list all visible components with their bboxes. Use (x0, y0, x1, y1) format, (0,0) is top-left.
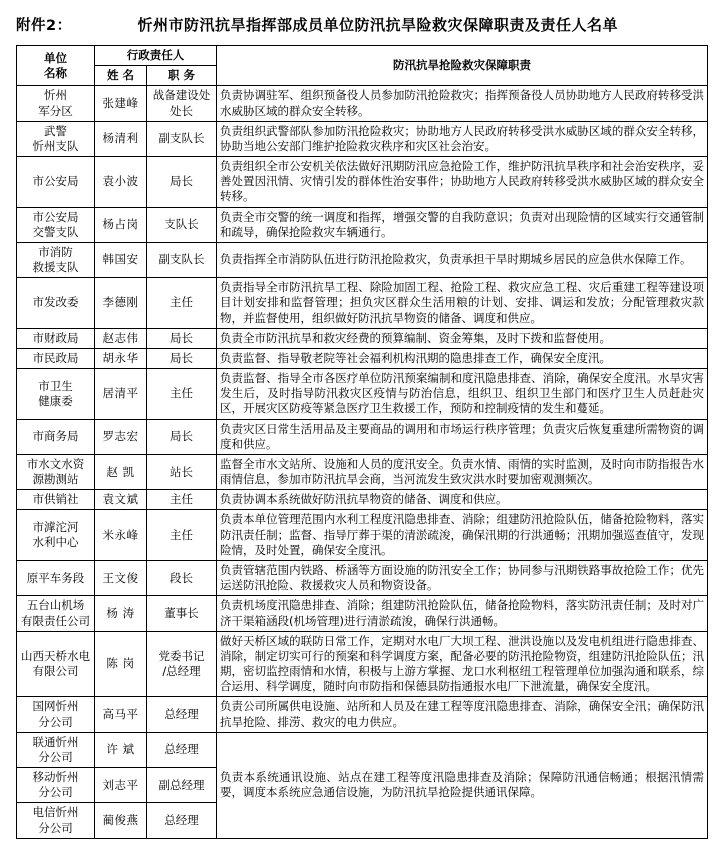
cell-duty-description: 负责公司所属供电设施、站所和人员及在建工程等度汛隐患排查、消除，确保安全汛；确保防汛抗旱抢险、排涝、救灾的电力供应。 (217, 697, 708, 732)
cell-person-name: 胡永华 (95, 348, 147, 368)
cell-unit-name: 原平车务段 (17, 560, 95, 595)
cell-person-post: 主任 (147, 510, 217, 561)
cell-unit-name: 武警 忻州支队 (17, 121, 95, 156)
cell-person-name: 蔺俊燕 (95, 803, 147, 838)
cell-duty-description: 负责监督、指导敬老院等社会福利机构汛期的隐患排查工作，确保安全度汛。 (217, 348, 708, 368)
table-row (17, 631, 708, 697)
cell-unit-name: 忻州 军分区 (17, 86, 95, 121)
cell-person-name: 罗志宏 (95, 419, 147, 454)
table-row (17, 86, 708, 121)
cell-unit-name: 市发改委 (17, 278, 95, 329)
column-header-unit-line2: 名称 (44, 65, 67, 80)
cell-duty-description: 负责机场度汛隐患排查、消除；组建防汛抢险队伍，储备抢险物料，落实防汛责任制；及时对广济干渠箱涵段(机场管理)进行清淤疏浚，确保行洪通畅。 (217, 596, 708, 631)
cell-person-name: 李德刚 (95, 278, 147, 329)
column-header-person-group: 行政责任人 (95, 46, 217, 66)
cell-unit-name: 电信忻州 分公司 (17, 803, 95, 838)
cell-person-name: 赵志伟 (95, 328, 147, 348)
cell-person-post: 支队长 (147, 207, 217, 242)
cell-unit-name: 市滹沱河 水利中心 (17, 510, 95, 561)
cell-duty-description: 负责组织全市公安机关依法做好汛期防汛应急抢险工作，维护防汛抗旱秩序和社会治安秩序，妥善处置因汛情、灾情引发的群体性治安事件；协助地方人民政府转移受洪水威胁区域的群众安全转移。 (217, 157, 708, 208)
cell-person-name: 刘志平 (95, 768, 147, 803)
cell-person-post: 总经理 (147, 697, 217, 732)
cell-unit-name: 市水文水资 源勘测站 (17, 454, 95, 489)
cell-duty-description: 负责指挥全市消防队伍进行防汛抢险救灾，负责承担干旱时期城乡居民的应急供水保障工作。 (217, 242, 708, 277)
cell-duty-description: 负责灾区日常生活用品及主要商品的调用和市场运行秩序管理；负责灾后恢复重建所需物资的调度和供应。 (217, 419, 708, 454)
cell-person-name: 韩国安 (95, 242, 147, 277)
column-header-unit-line1: 单位 (44, 50, 67, 65)
table-row (17, 596, 708, 631)
column-header-unit (17, 46, 95, 86)
table-row (17, 697, 708, 732)
cell-person-name: 赵 凯 (95, 454, 147, 489)
cell-person-name: 陈 岗 (95, 631, 147, 697)
table-row (17, 510, 708, 561)
table-row (17, 490, 708, 510)
cell-person-name: 米永峰 (95, 510, 147, 561)
cell-duty-description: 负责监督、指导全市各医疗单位防汛预案编制和度汛隐患排查、消除，确保安全度汛。水旱灾害发生后，及时指导防汛救灾区疫情与防治信息，组织卫、组织卫生部门和医疗卫生人员赶赴灾区，开展灾区防疫等紧急医疗卫生救援工作，预防和控制疫情的发生和蔓延。 (217, 369, 708, 420)
attachment-label: 附件2： (16, 18, 72, 34)
cell-unit-name: 移动忻州 分公司 (17, 768, 95, 803)
cell-person-name: 袁文斌 (95, 490, 147, 510)
cell-person-post: 总经理 (147, 803, 217, 838)
column-header-post: 职 务 (147, 66, 217, 86)
cell-unit-name: 市供销社 (17, 490, 95, 510)
cell-unit-name: 市公安局 (17, 157, 95, 208)
table-header (17, 46, 708, 86)
table-row (17, 419, 708, 454)
cell-person-post: 局长 (147, 348, 217, 368)
cell-person-name: 杨占岗 (95, 207, 147, 242)
cell-duty-description: 负责指导全市防汛抗旱工程、除险加固工程、抢险工程、救灾应急工程、灾后重建工程等建设项目计划安排和监督管理；担负灾区群众生活用粮的计划、安排、调运和发放；分配管理救灾款物，并监督使用，组织做好防汛抗旱物资的储备、调度和供应。 (217, 278, 708, 329)
cell-unit-name: 市财政局 (17, 328, 95, 348)
cell-unit-name: 市卫生 健康委 (17, 369, 95, 420)
table-row (17, 278, 708, 329)
table-row (17, 207, 708, 242)
cell-person-post: 局长 (147, 419, 217, 454)
cell-person-post: 党委书记 /总经理 (147, 631, 217, 697)
cell-unit-name: 五台山机场 有限责任公司 (17, 596, 95, 631)
cell-person-post: 战备建设处 处长 (147, 86, 217, 121)
cell-person-post: 站长 (147, 454, 217, 489)
cell-unit-name: 山西天桥水电 有限公司 (17, 631, 95, 697)
column-header-duty: 防汛抗旱抢险救灾保障职责 (217, 46, 708, 86)
cell-duty-description: 负责全市防汛抗旱和救灾经费的预算编制、资金筹集，及时下拨和监督使用。 (217, 328, 708, 348)
cell-person-post: 主任 (147, 490, 217, 510)
table-row (17, 242, 708, 277)
cell-unit-name: 国网忻州 分公司 (17, 697, 95, 732)
cell-person-post: 局长 (147, 328, 217, 348)
cell-duty-description: 负责本系统通讯设施、站点在建工程等度汛隐患排查及消除；保障防汛通信畅通；根据汛情需要，调度本系统应急通信设施，为防汛抗旱抢险提供通讯保障。 (217, 732, 708, 838)
table-row (17, 157, 708, 208)
table-row (17, 732, 708, 767)
document-header (16, 14, 708, 35)
cell-duty-description: 负责协调本系统做好防汛抗旱物资的储备、调度和供应。 (217, 490, 708, 510)
table-row (17, 454, 708, 489)
cell-duty-description: 负责全市交警的统一调度和指挥，增强交警的自我防意识；负责对出现险情的区域实行交通管制和疏导，确保抢险救灾车辆通行。 (217, 207, 708, 242)
cell-duty-description: 负责管辖范围内铁路、桥涵等方面设施的防汛安全工作；协同参与汛期铁路事故抢险工作；优先运送防汛抢险、救援救灾人员和物资设备。 (217, 560, 708, 595)
cell-unit-name: 市商务局 (17, 419, 95, 454)
cell-unit-name: 市消防 救援支队 (17, 242, 95, 277)
table-row (17, 560, 708, 595)
cell-person-post: 段长 (147, 560, 217, 595)
table-header-row-1 (17, 46, 708, 66)
cell-person-name: 张建峰 (95, 86, 147, 121)
table-body (17, 86, 708, 838)
cell-person-post: 主任 (147, 278, 217, 329)
table-row (17, 369, 708, 420)
cell-person-post: 副支队长 (147, 242, 217, 277)
cell-person-post: 局长 (147, 157, 217, 208)
cell-person-post: 副总经理 (147, 768, 217, 803)
cell-person-post: 主任 (147, 369, 217, 420)
cell-duty-description: 负责本单位管理范围内水利工程度汛隐患排查、消除；组建防汛抢险队伍，储备抢险物料，落实防汛责任制；监督、指导厅葬于渠的清淤疏浚，确保汛期的行洪通畅；汛期加强巡查值守，发现险情，及时处置，确保安全度汛。 (217, 510, 708, 561)
page-title: 忻州市防汛抗旱指挥部成员单位防汛抗旱险救灾保障职责及责任人名单 (137, 16, 619, 34)
cell-duty-description: 负责组织武警部队参加防汛抢险救灾；协助地方人民政府转移受洪水威胁区域的群众安全转移，协助当地公安部门维护抢险救灾秩序和灾区社会治安。 (217, 121, 708, 156)
cell-person-name: 许 斌 (95, 732, 147, 767)
responsibility-table (16, 45, 708, 839)
cell-duty-description: 负责协调驻军、组织预备役人员参加防汛抢险救灾；指挥预备役人员协助地方人民政府转移受洪水威胁区域的群众安全转移。 (217, 86, 708, 121)
cell-person-post: 董事长 (147, 596, 217, 631)
cell-person-name: 杨 涛 (95, 596, 147, 631)
cell-person-name: 居清平 (95, 369, 147, 420)
cell-duty-description: 监督全市水文站所、设施和人员的度汛安全。负责水情、雨情的实时监测，及时向市防指报告水雨情信息，参加市防汛抗旱会商，当河流发生致灾洪水时要加密观测频次。 (217, 454, 708, 489)
cell-person-name: 杨清利 (95, 121, 147, 156)
cell-unit-name: 市公安局 交警支队 (17, 207, 95, 242)
cell-unit-name: 联通忻州 分公司 (17, 732, 95, 767)
table-row (17, 348, 708, 368)
cell-person-name: 王文俊 (95, 560, 147, 595)
cell-unit-name: 市民政局 (17, 348, 95, 368)
cell-person-post: 副支队长 (147, 121, 217, 156)
cell-person-post: 总经理 (147, 732, 217, 767)
cell-person-name: 袁小波 (95, 157, 147, 208)
table-row (17, 328, 708, 348)
cell-person-name: 高马平 (95, 697, 147, 732)
column-header-name: 姓 名 (95, 66, 147, 86)
cell-duty-description: 做好天桥区域的联防日常工作，定期对水电厂大坝工程、泄洪设施以及发电机组进行隐患排查、消除，制定切实可行的预案和科学调度方案，配备必要的防汛抢险物资，组建防汛抢险队伍；汛期，密切监控雨情和水情，积极与上游方掌握、龙口水利枢纽工程管理单位加强沟通和联系，综合运用、科学调度，随时向市防指和保德县防指通报水电厂下泄流量，确保安全度汛。 (217, 631, 708, 697)
table-row (17, 121, 708, 156)
